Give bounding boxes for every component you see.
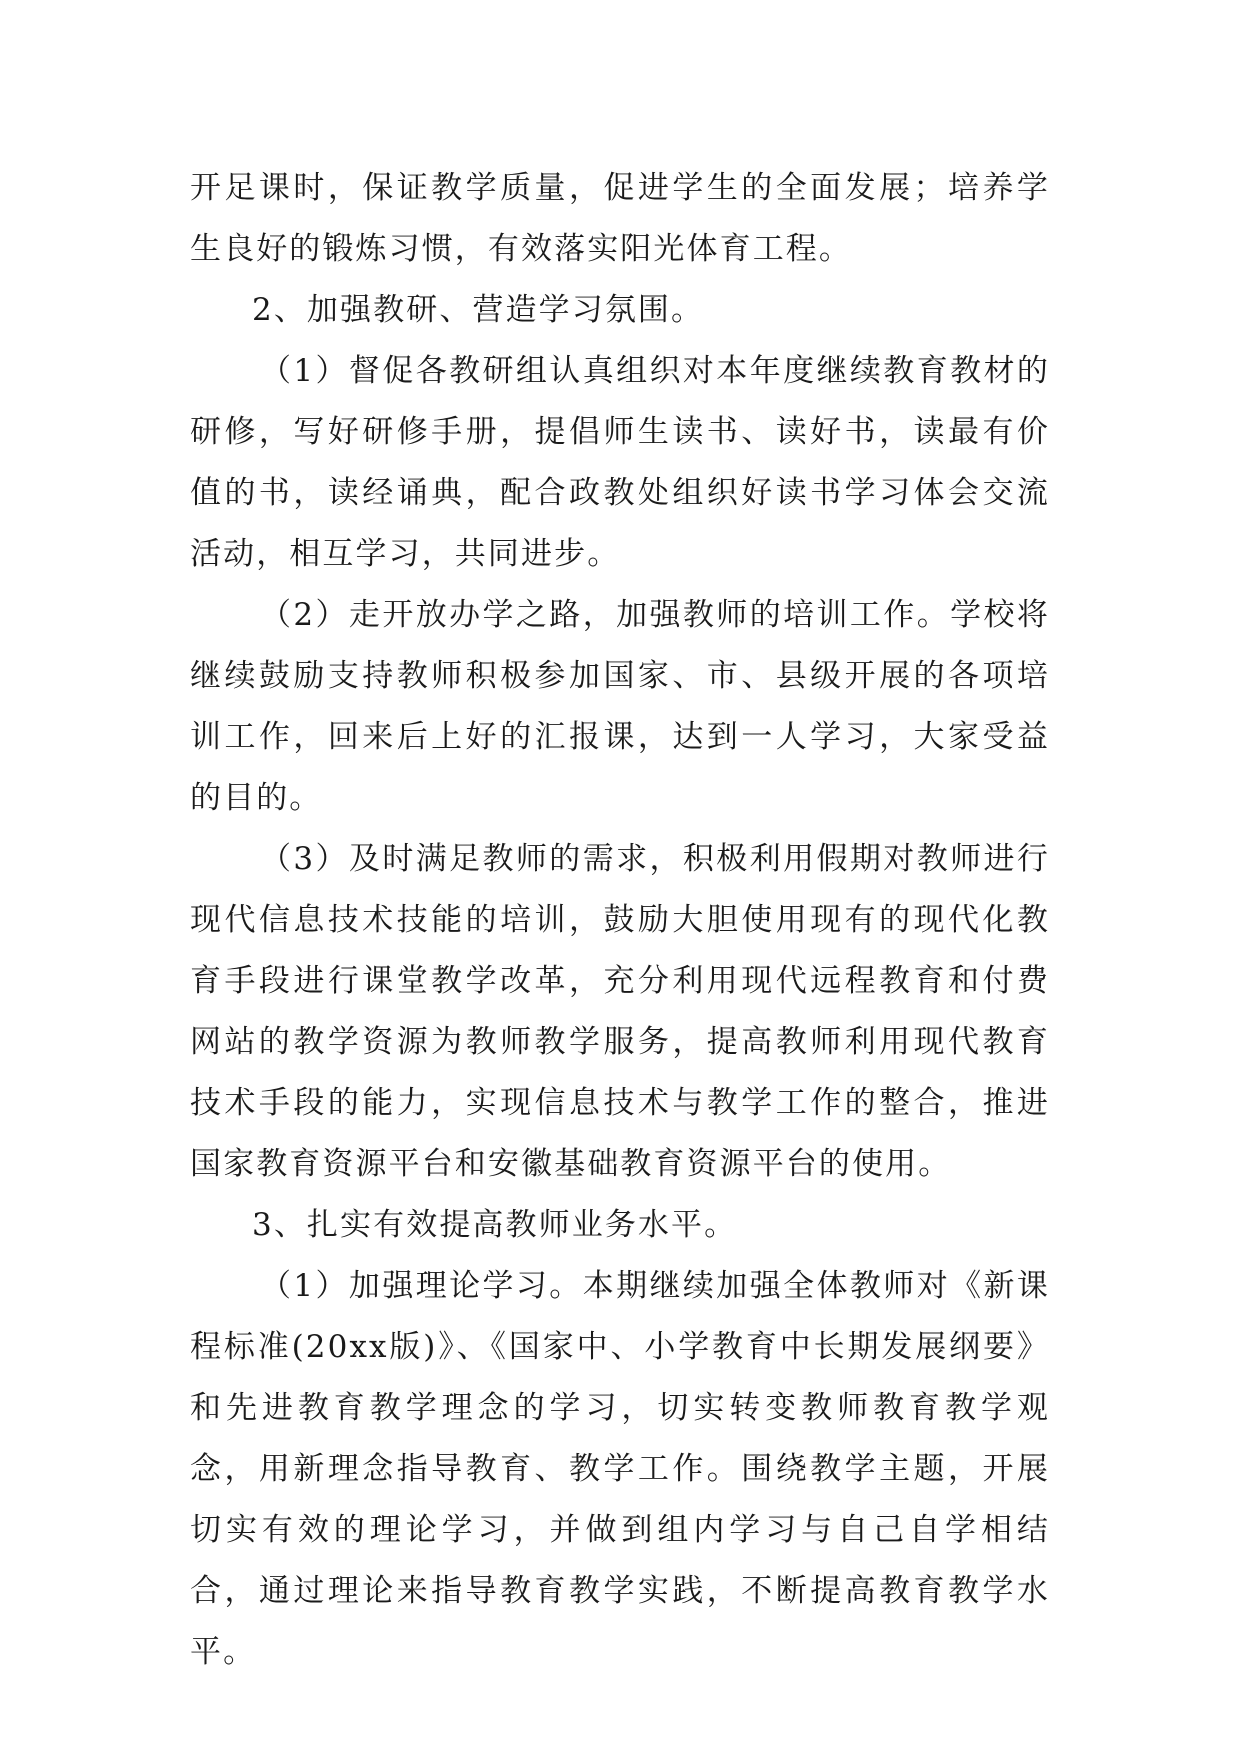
paragraph-continuation: 开足课时，保证教学质量，促进学生的全面发展；培养学生良好的锻炼习惯，有效落实阳光体育工程。 [190, 170, 1050, 267]
document-body [190, 158, 1050, 1683]
paragraph-item-1: （1）督促各教研组认真组织对本年度继续教育教材的研修，写好研修手册，提倡师生读书、读好书，读最有价值的书，读经诵典，配合政教处组织好读书学习体会交流活动，相互学习，共同进步。 [190, 353, 1050, 572]
section-heading-3: 3、扎实有效提高教师业务水平。 [252, 1207, 738, 1243]
section-heading-2: 2、加强教研、营造学习氛围。 [252, 292, 705, 328]
paragraph-item-2: （2）走开放办学之路，加强教师的培训工作。学校将继续鼓励支持教师积极参加国家、市、县级开展的各项培训工作，回来后上好的汇报课，达到一人学习，大家受益的目的。 [190, 597, 1050, 816]
paragraph-item-1b: （1）加强理论学习。本期继续加强全体教师对《新课程标准(20xx版)》、《国家中、小学教育中长期发展纲要》和先进教育教学理念的学习，切实转变教师教育教学观念，用新理念指导教育、教学工作。围绕教学主题，开展切实有效的理论学习，并做到组内学习与自己自学相结合，通过理论来指导教育教学实践，不断提高教育教学水平。 [190, 1268, 1050, 1670]
paragraph-item-3: （3）及时满足教师的需求，积极利用假期对教师进行现代信息技术技能的培训，鼓励大胆使用现有的现代化教育手段进行课堂教学改革，充分利用现代远程教育和付费网站的教学资源为教师教学服务，提高教师利用现代教育技术手段的能力，实现信息技术与教学工作的整合，推进国家教育资源平台和安徽基础教育资源平台的使用。 [190, 841, 1050, 1182]
